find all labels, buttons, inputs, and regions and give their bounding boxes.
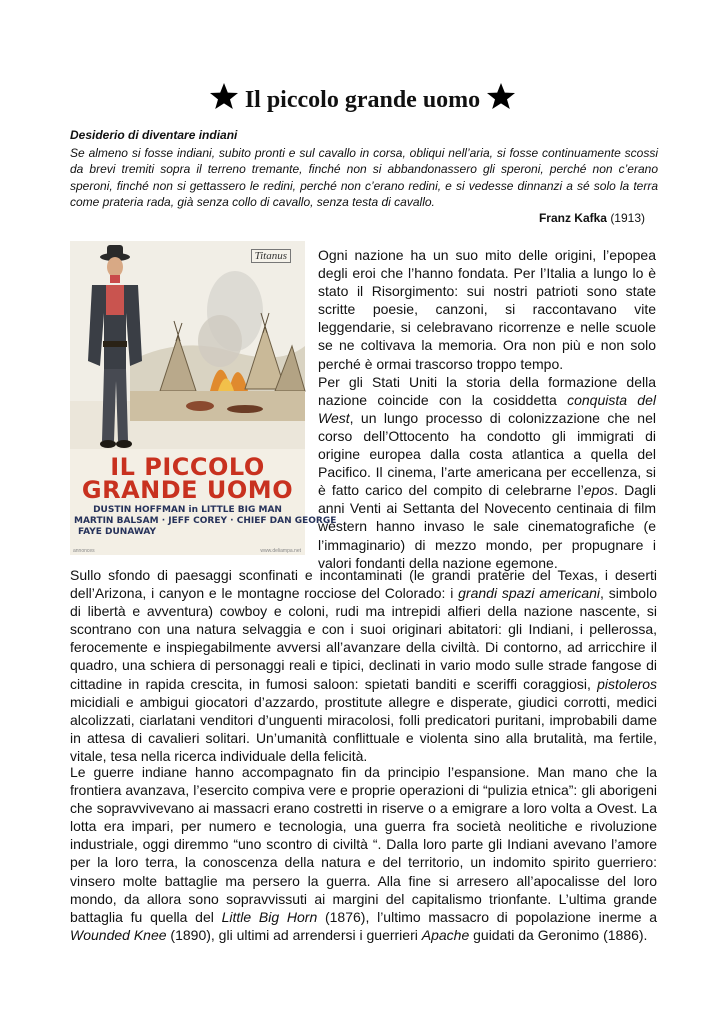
- poster-title-line1: IL PICCOLO: [110, 453, 265, 481]
- emphasis: Apache: [421, 926, 470, 943]
- emphasis: conquista del West: [318, 391, 656, 426]
- poster-logo: Titanus: [251, 249, 291, 263]
- page-title: [0, 82, 725, 114]
- paragraph-text: . Dagli anni Venti ai Settanta del Novecento centinaia di film western hanno invaso le sale cinematografiche (e l’immaginario) di mezzo mondo, per propugnare i valori fondanti della nazione egemone.: [318, 482, 656, 571]
- paragraph-text: guidati da Geronimo (1886).: [469, 926, 648, 943]
- paragraph-text: micidiali e ambigui giocatori d’azzardo, prostitute allegre e disperate, giudici corrotti, medici alcolizzati, ciarlatani venditori d’unguenti miracolosi, folli predicatori puritani, improbabili dame in attesa di cavalieri solitari. Un’umanità conflittuale e violenta sino alla brutalità, ma fertile, vitale, tesa nella ricerca individuale della felicità.: [70, 693, 657, 764]
- paragraph-text: , simbolo di libertà e avventura) cowboy e coloni, rudi ma intrepidi alfieri della nazione nascente, si scontrano con una natura selvaggia e con i suoi originari abitatori: gli Indiani, i pellerossa, ferocemente e inspiegabilmente avversi all’avanzare della civiltà. Di contorno, ad arricchire il quadro, una schiera di personaggi reali e tipici, declinati in vario modo sulle strade fangose di cittadine in rapida crescita, in fumosi saloon: spietati banditi e sceriffi coraggiosi,: [70, 585, 657, 692]
- paragraph-text: Per gli Stati Uniti la storia della formazione della nazione coincide con la cosiddetta: [318, 373, 656, 408]
- emphasis: pistoleros: [597, 675, 657, 692]
- paragraph-indian-wars: [70, 763, 657, 944]
- paragraph-text: Le guerre indiane hanno accompagnato fin da principio l’espansione. Man mano che la frontiera avanzava, l’esercito compiva vere e proprie operazioni di “pulizia etnica”: gli aborigeni che sopravvivevano ai massacri erano costretti in riserve o a emigrare a loro volta a Ovest. La lotta era impari, per numero e tecnologia, una guerra fra società neolitiche e rivoluzione industriale, oggi diremmo “uno scontro di civiltà “. Dalla loro parte gli Indiani avevano l’amore per la loro terra, la conoscenza della natura e del territorio, un indomito spirito guerriero: vinsero molte battaglie ma persero la guerra. Alla fine si arresero all’apocalisse del loro mondo, da allora sono sopravvissuti ai margini del capitalismo trionfante. L’ultima grande battaglia fu quella del: [70, 764, 657, 925]
- poster-credit-line1: DUSTIN HOFFMAN in LITTLE BIG MAN: [93, 505, 282, 515]
- paragraph-text: (1890), gli ultimi ad arrendersi i guerrieri: [166, 926, 422, 943]
- poster-title-line2: GRANDE UOMO: [81, 476, 294, 504]
- paragraph-text: (1876), l’ultimo massacro di popolazione inerme a: [317, 908, 658, 925]
- poster-credit-line3: FAYE DUNAWAY: [78, 527, 157, 537]
- movie-poster: [70, 241, 337, 555]
- quote-body: Se almeno si fosse indiani, subito pronti e sul cavallo in corsa, obliqui nell’aria, si fosse continuamente scossi da brevi tremiti sopra il terreno tremante, finché non si abbandonassero gli speroni, perché non c’erano speroni, finché non si gettassero le redini, perché non c’erano redini, e si vedesse dinnanzi a sé solo la terra come prateria rada, già senza collo di cavallo, senza testa di cavallo.: [70, 146, 658, 209]
- emphasis: Little Big Horn: [221, 908, 318, 925]
- paragraph-text: , un lungo processo di colonizzazione che nel corso dell’Ottocento ha condotto gli immigrati di origine europea dalla costa atlantica a quella del Pacifico. Il cinema, l’arte americana per eccellenza, si è fatto carico del compito di celebrarne l’: [318, 409, 656, 499]
- paragraph-text: Ogni nazione ha un suo mito delle origini, l’epopea degli eroi che l’hanno fondata. Per l’Italia a lungo lo è stato il Risorgimento: sui nostri patrioti sono state scritte poesie, canzoni, si raccontavano vite leggendarie, si celebravano ricorrenze e nelle scuole se ne coltivava la memoria. Ora non più e non solo perché è ormai trascorso troppo tempo.: [318, 247, 656, 372]
- quote-year: (1913): [610, 211, 645, 225]
- paragraph-text: Sullo sfondo di paesaggi sconfinati e incontaminati (le grandi praterie del Texas, i deserti dell’Arizona, i canyon e le montagne rocciose del Colorado: i: [70, 567, 657, 602]
- paragraph-landscapes: [70, 566, 657, 765]
- paragraph-origins: [318, 246, 656, 572]
- quote-author-name: Franz Kafka: [538, 211, 607, 225]
- emphasis: epos: [583, 482, 615, 499]
- star-icon: [209, 82, 239, 110]
- emphasis: Wounded Knee: [70, 926, 167, 943]
- quote-heading: Desiderio di diventare indiani: [70, 128, 238, 142]
- star-icon: [486, 82, 516, 110]
- emphasis: grandi spazi americani: [458, 585, 601, 602]
- poster-mark: annonces: [73, 548, 95, 554]
- poster-credit-line2: MARTIN BALSAM · JEFF COREY · CHIEF DAN GEORGE: [74, 516, 337, 526]
- quote-author: [539, 211, 645, 225]
- poster-watermark: www.deliampa.net: [260, 548, 301, 554]
- page-title-text: Il piccolo grande uomo: [244, 87, 481, 113]
